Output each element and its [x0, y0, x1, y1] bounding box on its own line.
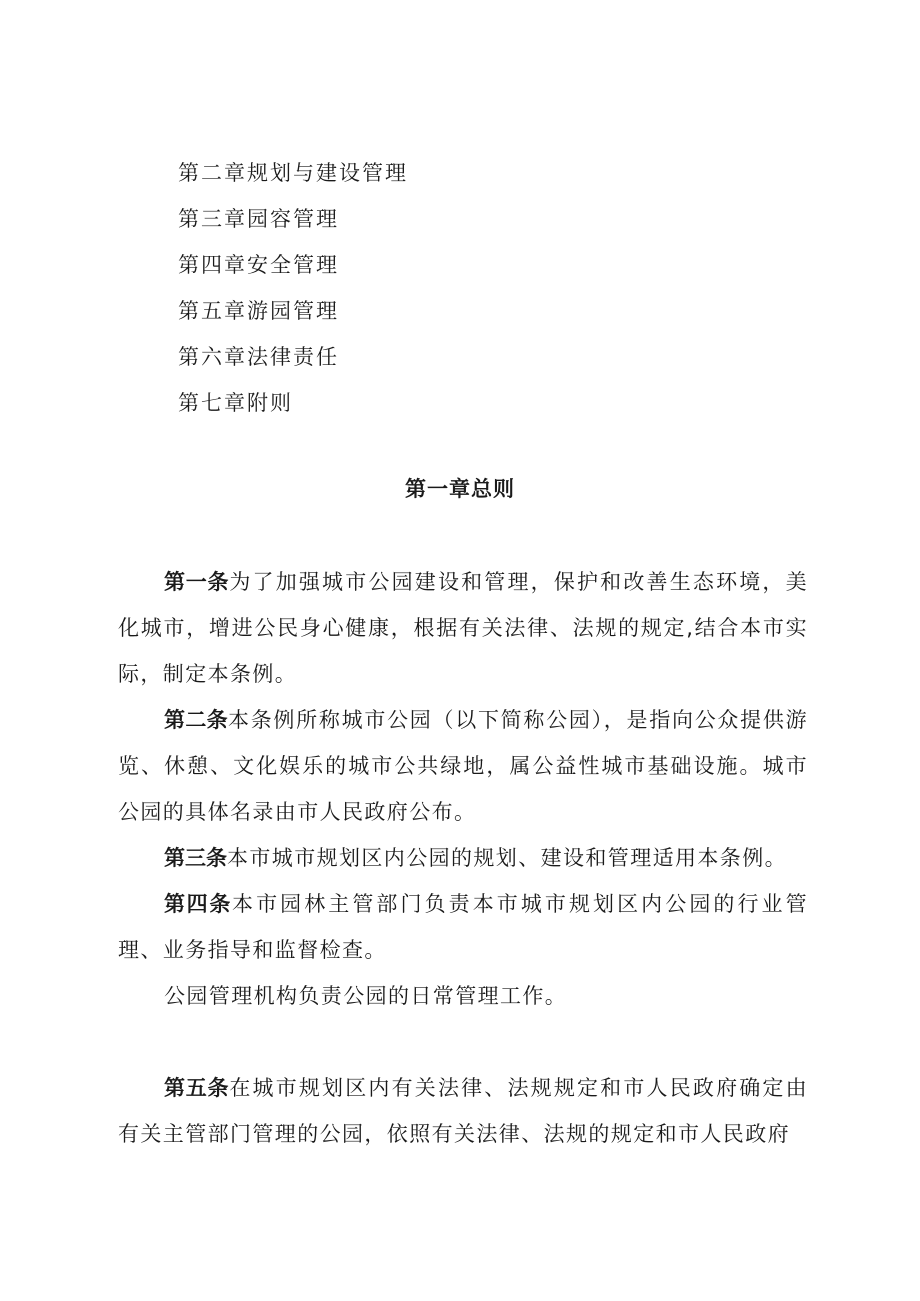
article-label: 第五条 [164, 1076, 230, 1100]
article-label: 第一条 [164, 570, 230, 594]
article-3 [118, 835, 808, 881]
article-text: 本条例所称城市公园（以下简称公园），是指向公众提供游览、休憩、文化娱乐的城市公共绿地，属公益性城市基础设施。城市公园的具体名录由市人民政府公布。 [118, 708, 809, 824]
article-text: 公园管理机构负责公园的日常管理工作。 [164, 984, 568, 1008]
toc-item-chapter-5: 第五章游园管理 [178, 299, 339, 323]
article-5 [118, 1065, 808, 1157]
article-label: 第四条 [164, 892, 233, 916]
article-2 [118, 697, 808, 835]
toc-item-chapter-3: 第三章园容管理 [178, 207, 339, 231]
toc-item-chapter-6: 第六章法律责任 [178, 345, 339, 369]
article-text: 本市园林主管部门负责本市城市规划区内公园的行业管理、业务指导和监督检查。 [118, 892, 808, 962]
toc-item-chapter-2: 第二章规划与建设管理 [178, 161, 408, 185]
toc-item-chapter-4: 第四章安全管理 [178, 253, 339, 277]
article-4 [118, 881, 808, 973]
chapter-body [118, 559, 808, 1157]
table-of-contents [178, 150, 408, 426]
paragraph-gap [118, 1019, 808, 1065]
article-label: 第二条 [164, 708, 228, 732]
article-label: 第三条 [164, 846, 227, 870]
article-text: 为了加强城市公园建设和管理，保护和改善生态环境，美化城市，增进公民身心健康，根据有关法律、法规的规定,结合本市实际，制定本条例。 [118, 570, 809, 686]
article-1 [118, 559, 808, 697]
article-4-paragraph-2 [118, 973, 808, 1019]
chapter-title: 第一章总则 [405, 477, 515, 501]
article-text: 在城市规划区内有关法律、法规规定和市人民政府确定由有关主管部门管理的公园，依照有关法律、法规的规定和市人民政府 [118, 1076, 809, 1146]
article-text: 本市城市规划区内公园的规划、建设和管理适用本条例。 [227, 846, 787, 870]
toc-item-chapter-7: 第七章附则 [178, 391, 293, 415]
